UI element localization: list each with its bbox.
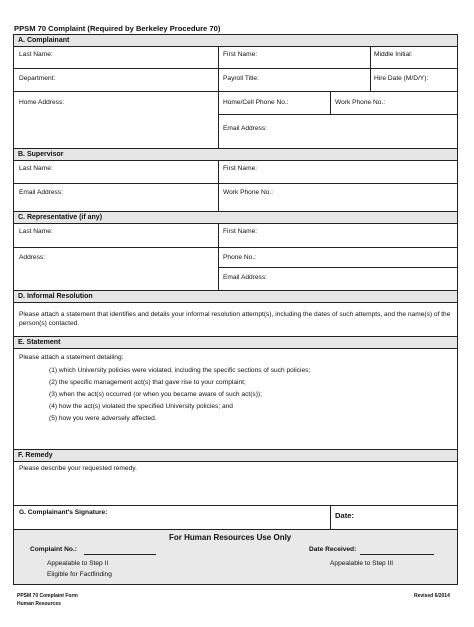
complaint-form [13,34,458,585]
signature-label: G. Complainant's Signature: [19,509,108,516]
informal-resolution-instructions: Please attach a statement that identifies and details your informal resolution attempt(s), including the dates of such attempts, and the name(s) of the person(s) contacted. [19,311,451,328]
footer-department: Human Resources [17,601,61,607]
footer-form-name: PPSM 70 Complaint Form [17,593,78,599]
complainant-home-address-label: Home Address: [19,99,65,106]
hr-date-received-label: Date Received: [309,546,357,553]
supervisor-first-name-label: First Name: [223,165,258,172]
representative-last-name-label: Last Name: [19,228,53,235]
statement-item-1: (1) which University policies were violated, including the specific sections of such policies; [49,367,311,374]
section-c-header: C. Representative (if any) [14,212,457,223]
footer-revised: Revised 6/2014 [414,593,450,599]
representative-phone-label: Phone No.: [223,254,256,261]
supervisor-last-name-label: Last Name: [19,165,53,172]
complainant-last-name-label: Last Name: [19,51,53,58]
statement-item-4: (4) how the act(s) violated the specified University policies; and [49,403,233,410]
representative-first-name-label: First Name: [223,228,258,235]
hr-eligible-factfinding: Eligible for Factfinding [47,571,112,578]
hr-complaint-no-label: Complaint No.: [30,546,77,553]
section-e-header: E. Statement [14,337,457,348]
representative-email-label: Email Address: [223,274,267,281]
statement-intro: Please attach a statement detailing: [19,354,124,361]
section-b-header: B. Supervisor [14,149,457,160]
complainant-work-phone-label: Work Phone No.: [335,99,386,106]
supervisor-email-label: Email Address: [19,189,63,196]
section-a-header: A. Complainant [14,35,457,46]
complainant-first-name-label: First Name: [223,51,258,58]
complainant-email-label: Email Address: [223,125,267,132]
statement-item-2: (2) the specific management act(s) that gave rise to your complaint; [49,379,246,386]
hr-use-only-title: For Human Resources Use Only [169,533,292,542]
complainant-home-phone-label: Home/Cell Phone No.: [223,99,289,106]
statement-item-3: (3) when the act(s) occurred (or when you became aware of such act(s)); [49,391,262,398]
hr-complaint-no-line [84,554,156,555]
complainant-hire-date-label: Hire Date (M/D/Y): [374,75,429,82]
hr-date-received-line [360,554,434,555]
signature-date-label: Date: [335,511,354,520]
hr-appealable-step2: Appealable to Step II [47,560,109,567]
complainant-department-label: Department: [19,75,56,82]
form-title: PPSM 70 Complaint (Required by Berkeley Procedure 70) [14,24,221,33]
complainant-middle-initial-label: Middle Initial: [374,51,413,58]
representative-address-label: Address: [19,254,46,261]
section-d-header: D. Informal Resolution [14,291,457,302]
supervisor-work-phone-label: Work Phone No.: [223,189,274,196]
remedy-instructions: Please describe your requested remedy. [19,465,137,472]
section-f-header: F. Remedy [14,450,457,461]
statement-item-5: (5) how you were adversely affected. [49,415,157,422]
hr-appealable-step3: Appealable to Step III [330,560,394,567]
complainant-payroll-title-label: Payroll Title: [223,75,259,82]
